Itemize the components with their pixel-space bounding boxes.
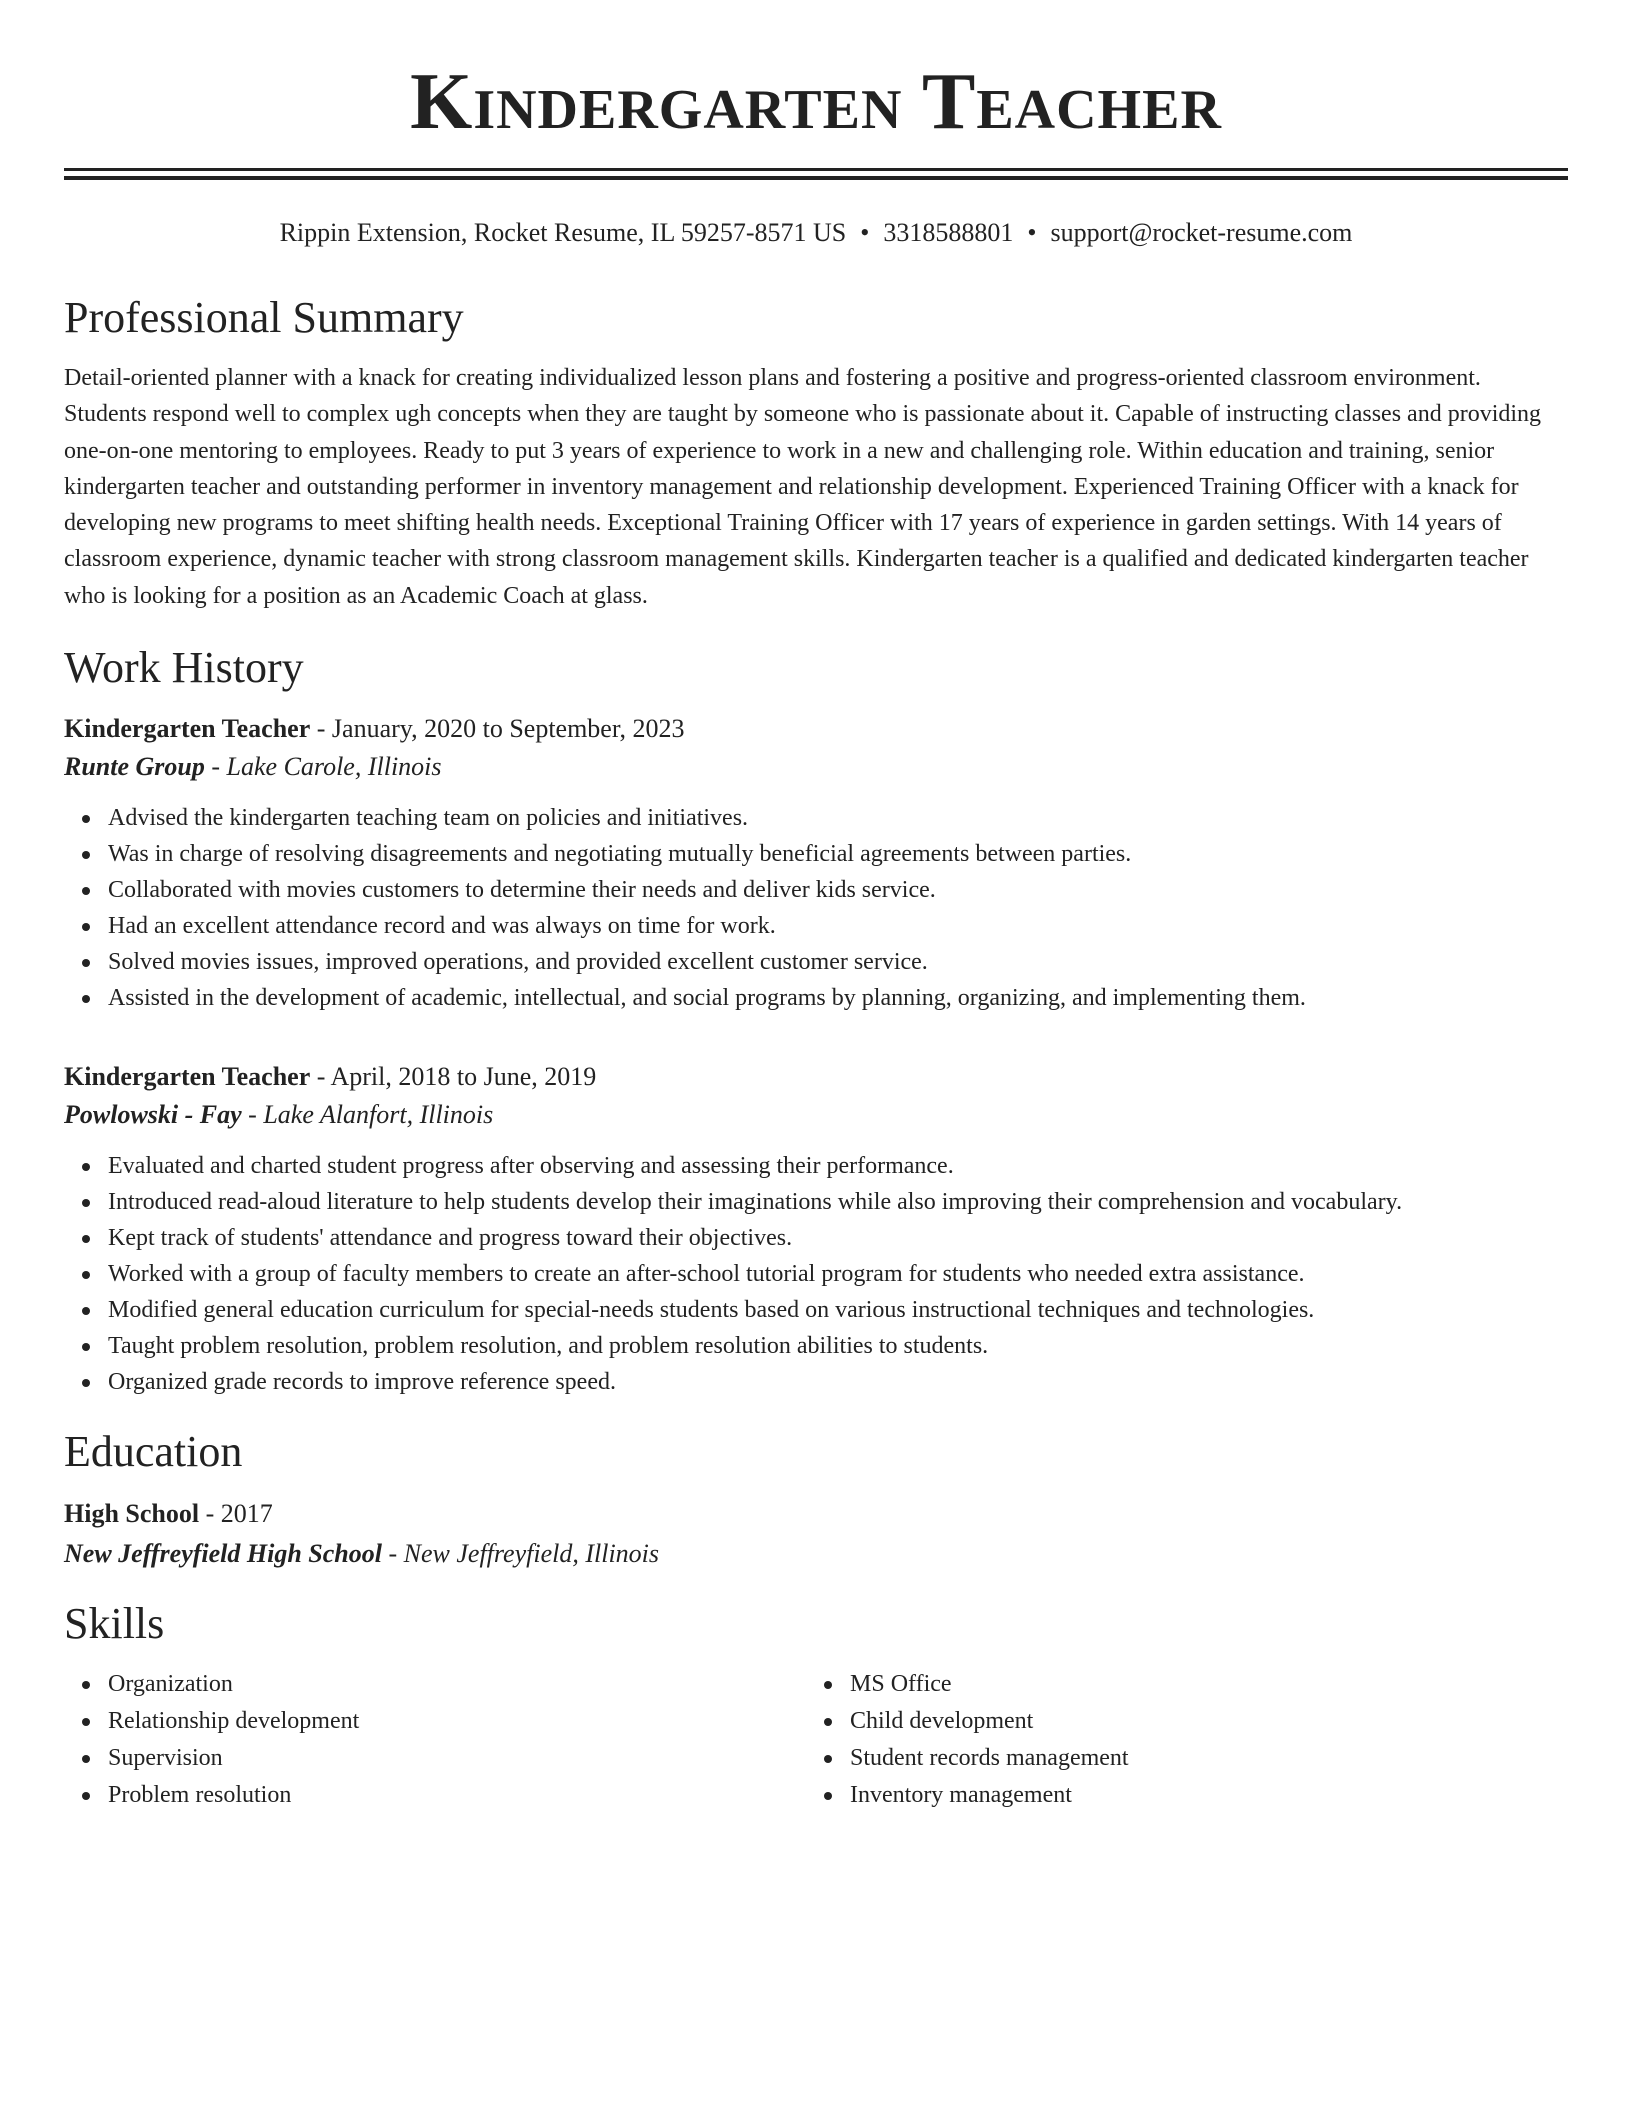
contact-address: Rippin Extension, Rocket Resume, IL 59257-8571 US	[279, 218, 847, 247]
job-title: Kindergarten Teacher	[64, 1062, 311, 1092]
skill-item: Organization	[108, 1666, 806, 1703]
list-item: Taught problem resolution, problem resolution, and problem resolution abilities to students.	[108, 1328, 1568, 1364]
job-dates: - January, 2020 to September, 2023	[310, 714, 685, 744]
skill-item: Relationship development	[108, 1703, 806, 1740]
list-item: Introduced read-aloud literature to help students develop their imaginations while also improving their comprehension and vocabulary.	[108, 1184, 1568, 1220]
education-degree-line	[64, 1494, 1568, 1534]
summary-heading: Professional Summary	[64, 293, 464, 342]
list-item: Worked with a group of faculty members to create an after-school tutorial program for students who needed extra assistance.	[108, 1256, 1568, 1292]
title-divider	[64, 168, 1568, 180]
contact-email: support@rocket-resume.com	[1050, 218, 1353, 247]
contact-line	[64, 216, 1568, 250]
summary-text: Detail-oriented planner with a knack for creating individualized lesson plans and fostering a positive and progress-oriented classroom environment. Students respond well to complex ugh concepts when they are taught by someone who is passionate about it. Capable of instructing classes and providing one-on-one mentoring to employees. Ready to put 3 years of experience to work in a new and challenging role. Within education and training, senior kindergarten teacher and outstanding performer in inventory management and relationship development. Experienced Training Officer with a knack for developing new programs to meet shifting health needs. Exceptional Training Officer with 17 years of experience in garden settings. With 14 years of classroom experience, dynamic teacher with strong classroom management skills. Kindergarten teacher is a qualified and dedicated kindergarten teacher who is looking for a position as an Academic Coach at glass.	[64, 365, 1542, 609]
list-item: Had an excellent attendance record and was always on time for work.	[108, 908, 1568, 944]
work-history-heading: Work History	[64, 643, 304, 693]
skills-list-right	[806, 1666, 1548, 1814]
skill-item: Student records management	[850, 1740, 1548, 1777]
contact-phone: 3318588801	[883, 218, 1014, 247]
education-entry	[64, 1494, 1568, 1574]
list-item: Evaluated and charted student progress after observing and assessing their performance.	[108, 1148, 1568, 1184]
list-item: Assisted in the development of academic, intellectual, and social programs by planning, organizing, and implementing them.	[108, 980, 1568, 1016]
job-company: Powlowski - Fay	[64, 1100, 242, 1130]
job-title-line	[64, 1058, 1568, 1096]
summary-section	[64, 290, 1568, 614]
list-item: Was in charge of resolving disagreements and negotiating mutually beneficial agreements between parties.	[108, 836, 1568, 872]
list-item: Collaborated with movies customers to determine their needs and deliver kids service.	[108, 872, 1568, 908]
education-degree: High School	[64, 1499, 200, 1529]
list-item: Modified general education curriculum for special-needs students based on various instructional techniques and technologies.	[108, 1292, 1568, 1328]
job-company-line	[64, 1096, 1568, 1134]
job-company: Runte Group	[64, 752, 205, 782]
list-item: Kept track of students' attendance and progress toward their objectives.	[108, 1220, 1568, 1256]
skills-section	[64, 1596, 1568, 1814]
skills-list-left	[64, 1666, 806, 1814]
job-entry	[64, 1058, 1568, 1400]
job-entry	[64, 710, 1568, 1016]
education-school-line	[64, 1534, 1568, 1574]
list-item: Advised the kindergarten teaching team on policies and initiatives.	[108, 800, 1568, 836]
job-company-line	[64, 748, 1568, 786]
list-item: Organized grade records to improve reference speed.	[108, 1364, 1568, 1400]
job-duties-list	[64, 1148, 1568, 1400]
education-section	[64, 1424, 1568, 1574]
education-school: New Jeffreyfield High School	[64, 1539, 382, 1569]
education-heading: Education	[64, 1427, 243, 1477]
job-location: - Lake Carole, Illinois	[204, 752, 442, 782]
job-dates: - April, 2018 to June, 2019	[310, 1062, 597, 1092]
education-location: - New Jeffreyfield, Illinois	[381, 1539, 660, 1569]
resume-title: Kindergarten Teacher	[410, 58, 1222, 146]
skill-item: Problem resolution	[108, 1777, 806, 1814]
list-item: Solved movies issues, improved operations, and provided excellent customer service.	[108, 944, 1568, 980]
contact-separator: •	[1027, 218, 1037, 247]
skill-item: Inventory management	[850, 1777, 1548, 1814]
skill-item: Child development	[850, 1703, 1548, 1740]
skills-grid	[64, 1666, 1568, 1814]
contact-separator: •	[860, 218, 870, 247]
skill-item: MS Office	[850, 1666, 1548, 1703]
education-year: - 2017	[199, 1499, 273, 1529]
work-history-section	[64, 640, 1568, 1400]
skill-item: Supervision	[108, 1740, 806, 1777]
job-title-line	[64, 710, 1568, 748]
job-title: Kindergarten Teacher	[64, 714, 311, 744]
job-location: - Lake Alanfort, Illinois	[241, 1100, 494, 1130]
skills-heading: Skills	[64, 1599, 165, 1649]
job-duties-list	[64, 800, 1568, 1016]
